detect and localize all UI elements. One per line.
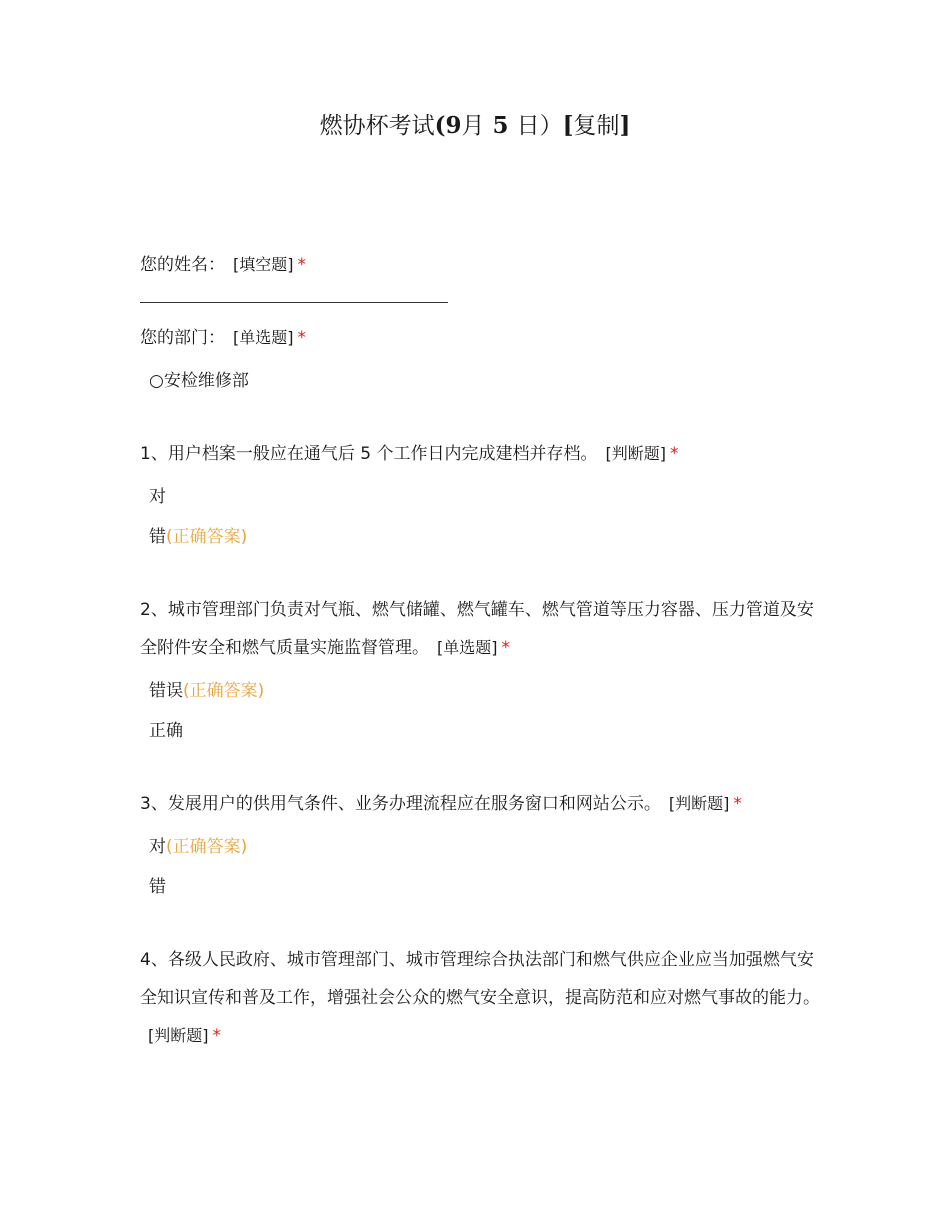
department-label: 您的部门： xyxy=(140,328,225,348)
name-label: 您的姓名： xyxy=(140,255,225,275)
question-text: 1、用户档案一般应在通气后 5 个工作日内完成建档并存档。 xyxy=(140,444,598,464)
title-text: [ xyxy=(562,112,574,139)
question-text: 4、各级人民政府、城市管理部门、城市管理综合执法部门和燃气供应企业应当加强燃气安全知识宣传和普及工作，增强社会公众的燃气安全意识，提高防范和应对燃气事故的能力。 xyxy=(140,950,820,1008)
answer-option[interactable] xyxy=(140,671,820,711)
question-type: [填空题] xyxy=(233,255,294,274)
option-label: 错 xyxy=(149,527,166,547)
question-list xyxy=(140,246,820,1055)
title-text: 日） xyxy=(516,113,563,139)
required-mark: * xyxy=(733,794,742,814)
department-option[interactable]: ○安检维修部 xyxy=(149,371,249,391)
question-type: [判断题] xyxy=(148,1026,209,1045)
name-input-line[interactable] xyxy=(140,302,448,303)
required-mark: * xyxy=(212,1026,221,1046)
question-text: 2、城市管理部门负责对气瓶、燃气储罐、燃气罐车、燃气管道等压力容器、压力管道及安全附件安全和燃气质量实施监督管理。 xyxy=(140,600,814,658)
answer-option[interactable] xyxy=(140,517,820,557)
required-mark: * xyxy=(669,444,679,464)
correct-answer-tag: (正确答案) xyxy=(166,527,248,547)
required-mark: * xyxy=(297,328,306,348)
answer-option[interactable] xyxy=(140,827,820,867)
question-type: [判断题] xyxy=(605,444,666,463)
page-title xyxy=(0,110,950,142)
question-type: [单选题] xyxy=(233,328,294,347)
title-text: 复制 xyxy=(573,113,620,139)
question-type: [单选题] xyxy=(437,638,498,657)
title-text: ] xyxy=(619,112,631,139)
option-label: 对 xyxy=(149,487,166,507)
option-label: 错误 xyxy=(149,681,183,701)
department-question xyxy=(140,319,820,357)
question-type: [判断题] xyxy=(668,794,730,813)
title-text: 燃协杯考试 xyxy=(319,113,435,139)
question-2 xyxy=(140,591,820,667)
title-text: 月 xyxy=(461,113,485,139)
name-question xyxy=(140,246,820,284)
correct-answer-tag: (正确答案) xyxy=(166,837,248,857)
answer-option[interactable] xyxy=(140,867,820,907)
option-label: 错 xyxy=(149,877,166,897)
title-text: (9 xyxy=(434,112,462,139)
required-mark: * xyxy=(297,255,306,275)
option-label: 正确 xyxy=(149,721,183,741)
option-label: 对 xyxy=(149,837,166,857)
question-text: 3、发展用户的供用气条件、业务办理流程应在服务窗口和网站公示。 xyxy=(140,794,661,814)
question-1 xyxy=(140,435,820,473)
title-text: 5 xyxy=(484,112,517,139)
question-3 xyxy=(140,785,820,823)
answer-option[interactable] xyxy=(140,477,820,517)
correct-answer-tag: (正确答案) xyxy=(183,681,265,701)
required-mark: * xyxy=(501,638,510,658)
answer-option[interactable] xyxy=(140,711,820,751)
question-4 xyxy=(140,941,820,1055)
